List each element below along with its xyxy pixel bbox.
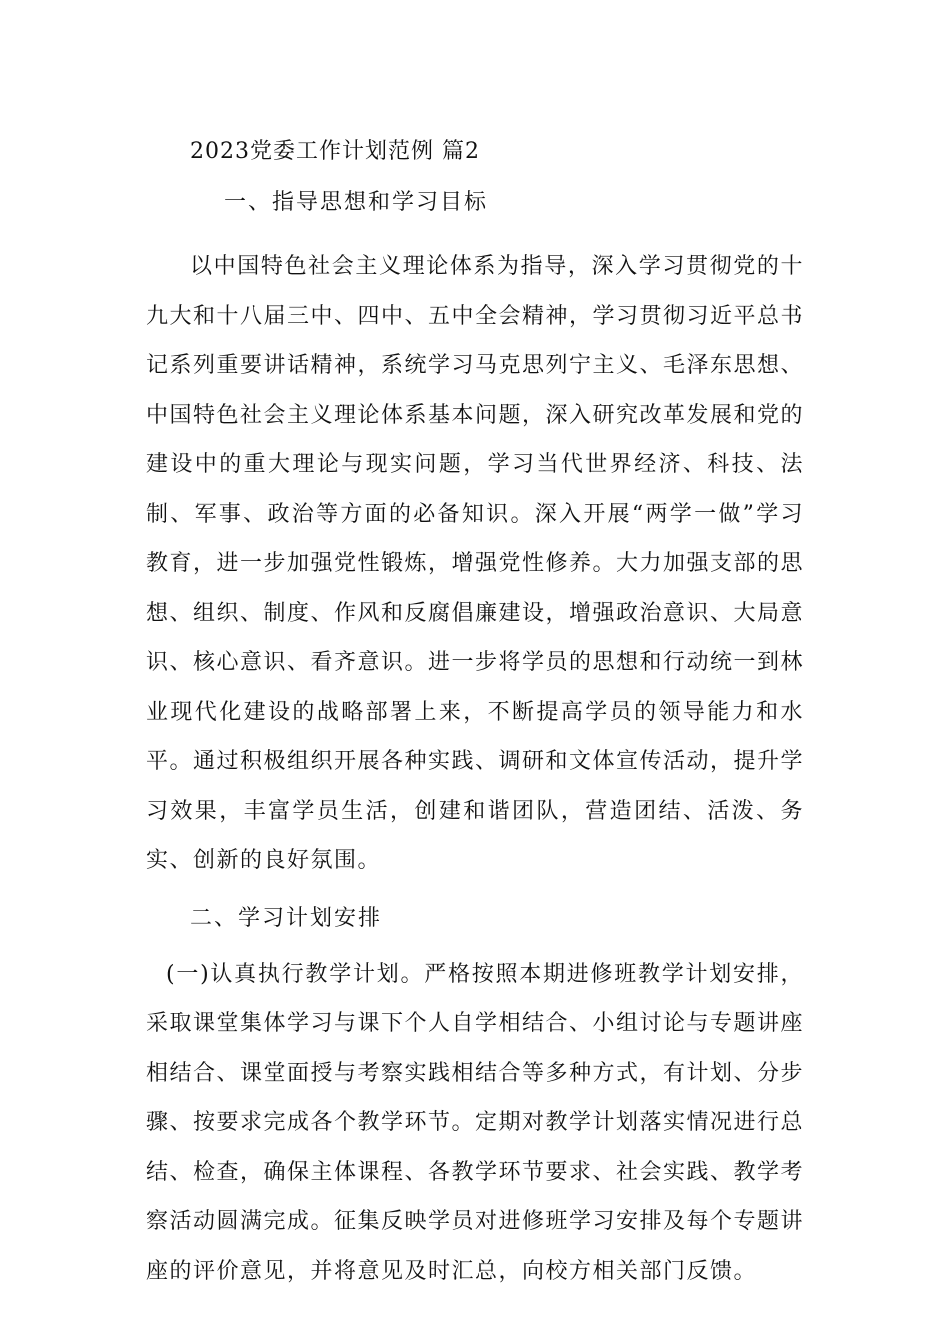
- section1-paragraph: 以中国特色社会主义理论体系为指导，深入学习贯彻党的十九大和十八届三中、四中、五中全会精神，学习贯彻习近平总书记系列重要讲话精神，系统学习马克思列宁主义、毛泽东思想、中国特色社会主义理论体系基本问题，深入研究改革发展和党的建设中的重大理论与现实问题，学习当代世界经济、科技、法制、军事、政治等方面的必备知识。深入开展“两学一做”学习教育，进一步加强党性锻炼，增强党性修养。大力加强支部的思想、组织、制度、作风和反腐倡廉建设，增强政治意识、大局意识、核心意识、看齐意识。进一步将学员的思想和行动统一到林业现代化建设的战略部署上来，不断提高学员的领导能力和水平。通过积极组织开展各种实践、调研和文体宣传活动，提升学习效果，丰富学员生活，创建和谐团队，营造团结、活泼、务实、创新的良好氛围。: [146, 254, 805, 873]
- section1-heading: 一、指导思想和学习目标: [224, 190, 489, 215]
- section2-heading: 二、学习计划安排: [190, 905, 383, 931]
- document-title: 2023党委工作计划范例 篇2: [190, 139, 480, 164]
- section2-paragraph: (一)认真执行教学计划。严格按照本期进修班教学计划安排，采取课堂集体学习与课下个人自学相结合、小组讨论与专题讲座相结合、课堂面授与考察实践相结合等多种方式，有计划、分步骤、按要求完成各个教学环节。定期对教学计划落实情况进行总结、检查，确保主体课程、各教学环节要求、社会实践、教学考察活动圆满完成。征集反映学员对进修班学习安排及每个专题讲座的评价意见，并将意见及时汇总，向校方相关部门反馈。: [146, 961, 805, 1284]
